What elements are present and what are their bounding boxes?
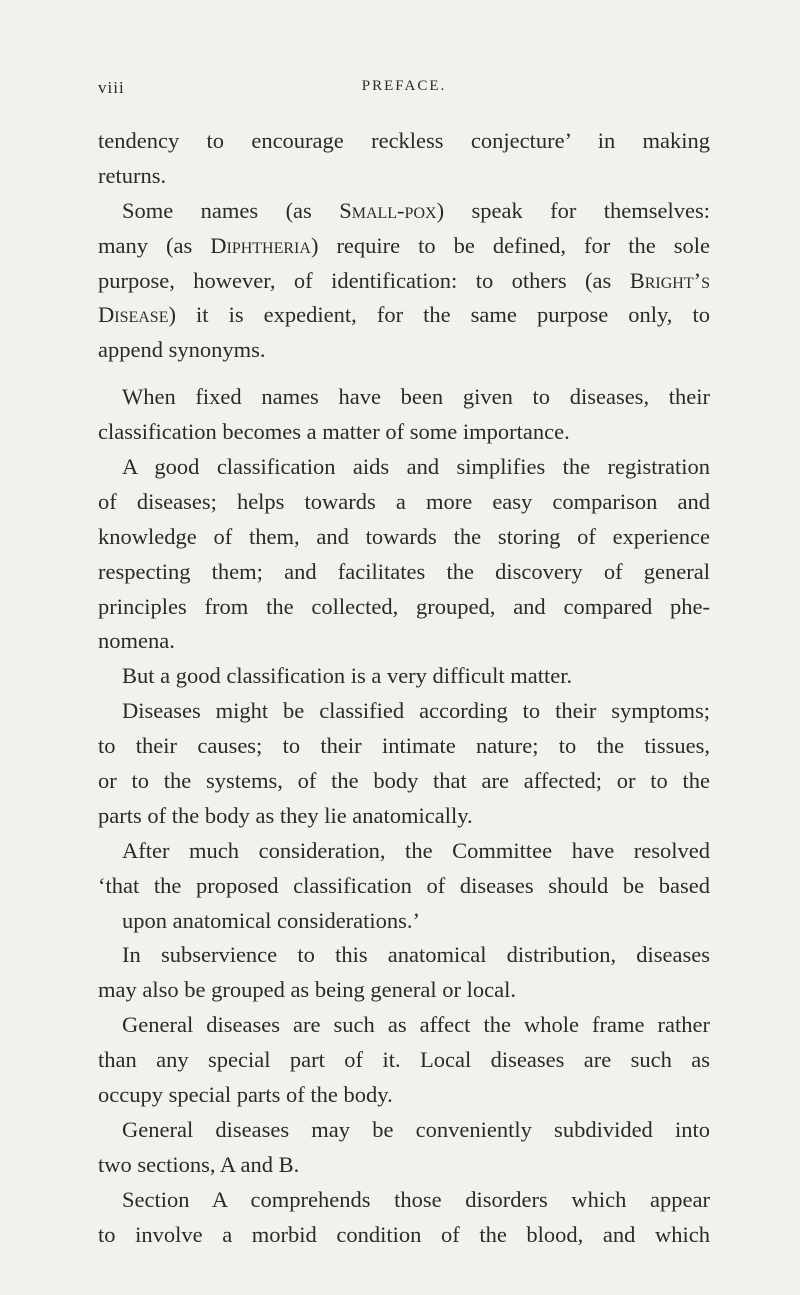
text-line (98, 869, 710, 904)
text-line (98, 659, 710, 694)
text-run: of diseases; helps towards a more easy comparison and (98, 488, 710, 514)
text-run: or to the systems, of the body that are affected; or to the (98, 768, 710, 794)
text-run: occupy special parts of the body. (98, 1082, 393, 1108)
page-number: viii (98, 78, 125, 97)
text-line (98, 938, 710, 973)
text-run: Section A comprehends those disorders which appear (122, 1186, 710, 1212)
text-line (98, 520, 710, 555)
text-run: returns. (98, 162, 167, 188)
text-run: When fixed names have been given to diseases, their (122, 384, 710, 410)
text-run: Diseases might be classified according to their symptoms; (122, 698, 710, 724)
text-line (98, 264, 710, 299)
text-line (98, 298, 710, 333)
text-line (98, 229, 710, 264)
text-line (98, 555, 710, 590)
text-line (98, 1218, 710, 1253)
text-line (98, 799, 710, 834)
body-text (98, 124, 710, 1253)
text-run: many (as (98, 232, 211, 258)
text-line (98, 764, 710, 799)
text-run: to involve a morbid condition of the blood, and which (98, 1221, 710, 1247)
text-run: After much consideration, the Committee have resolved (122, 837, 710, 863)
text-line (98, 194, 710, 229)
text-line (98, 729, 710, 764)
text-run: may also be grouped as being general or local. (98, 977, 516, 1003)
small-caps-term: Small-pox (339, 197, 437, 223)
text-run: General diseases may be conveniently subdivided into (122, 1116, 710, 1142)
text-run: ) it is expedient, for the same purpose only, to (168, 302, 710, 328)
text-run: ) speak for themselves: (436, 197, 710, 223)
text-run: than any special part of it. Local diseases are such as (98, 1047, 710, 1073)
paragraph-gap (98, 368, 710, 380)
text-run: two sections, A and B. (98, 1151, 300, 1177)
text-line (98, 1008, 710, 1043)
text-run: But a good classification is a very difficult matter. (122, 663, 573, 689)
text-line (98, 694, 710, 729)
text-run: A good classification aids and simplifies the registration (122, 454, 710, 480)
text-run: ) require to be defined, for the sole (310, 232, 710, 258)
text-line (98, 485, 710, 520)
text-line (98, 380, 710, 415)
text-line (98, 1183, 710, 1218)
text-line (98, 333, 710, 368)
text-run: knowledge of them, and towards the storing of experience (98, 523, 710, 549)
text-line (98, 159, 710, 194)
text-line (98, 124, 710, 159)
text-run: respecting them; and facilitates the discovery of general (98, 558, 710, 584)
text-run: to their causes; to their intimate nature; to the tissues, (98, 733, 710, 759)
text-run: In subservience to this anatomical distribution, diseases (122, 942, 710, 968)
text-run: parts of the body as they lie anatomically. (98, 802, 473, 828)
running-title: PREFACE. (361, 78, 447, 94)
text-run: upon anatomical considerations.’ (122, 907, 421, 933)
text-line (98, 624, 710, 659)
text-run: purpose, however, of identification: to others (as (98, 267, 630, 293)
text-line (98, 834, 710, 869)
text-line (98, 1078, 710, 1113)
text-line (98, 1113, 710, 1148)
text-run: append synonyms. (98, 337, 266, 363)
text-line (98, 973, 710, 1008)
text-line (98, 450, 710, 485)
small-caps-term: Disease (98, 302, 169, 328)
text-run: principles from the collected, grouped, and compared phe- (98, 593, 710, 619)
text-run: ‘that the proposed classification of diseases should be based (98, 872, 710, 898)
text-line (98, 415, 710, 450)
small-caps-term: Diphtheria (210, 232, 311, 258)
text-run: tendency to encourage reckless conjecture’ in making (98, 128, 710, 153)
text-run: classification becomes a matter of some importance. (98, 419, 570, 445)
text-run: General diseases are such as affect the whole frame rather (122, 1012, 710, 1038)
small-caps-term: Bright’s (629, 267, 710, 293)
text-line (98, 1148, 710, 1183)
text-line (98, 590, 710, 625)
running-head (98, 78, 710, 102)
text-run: nomena. (98, 628, 175, 654)
text-line (98, 1043, 710, 1078)
text-run: Some names (as (122, 197, 340, 223)
text-line (98, 904, 710, 939)
